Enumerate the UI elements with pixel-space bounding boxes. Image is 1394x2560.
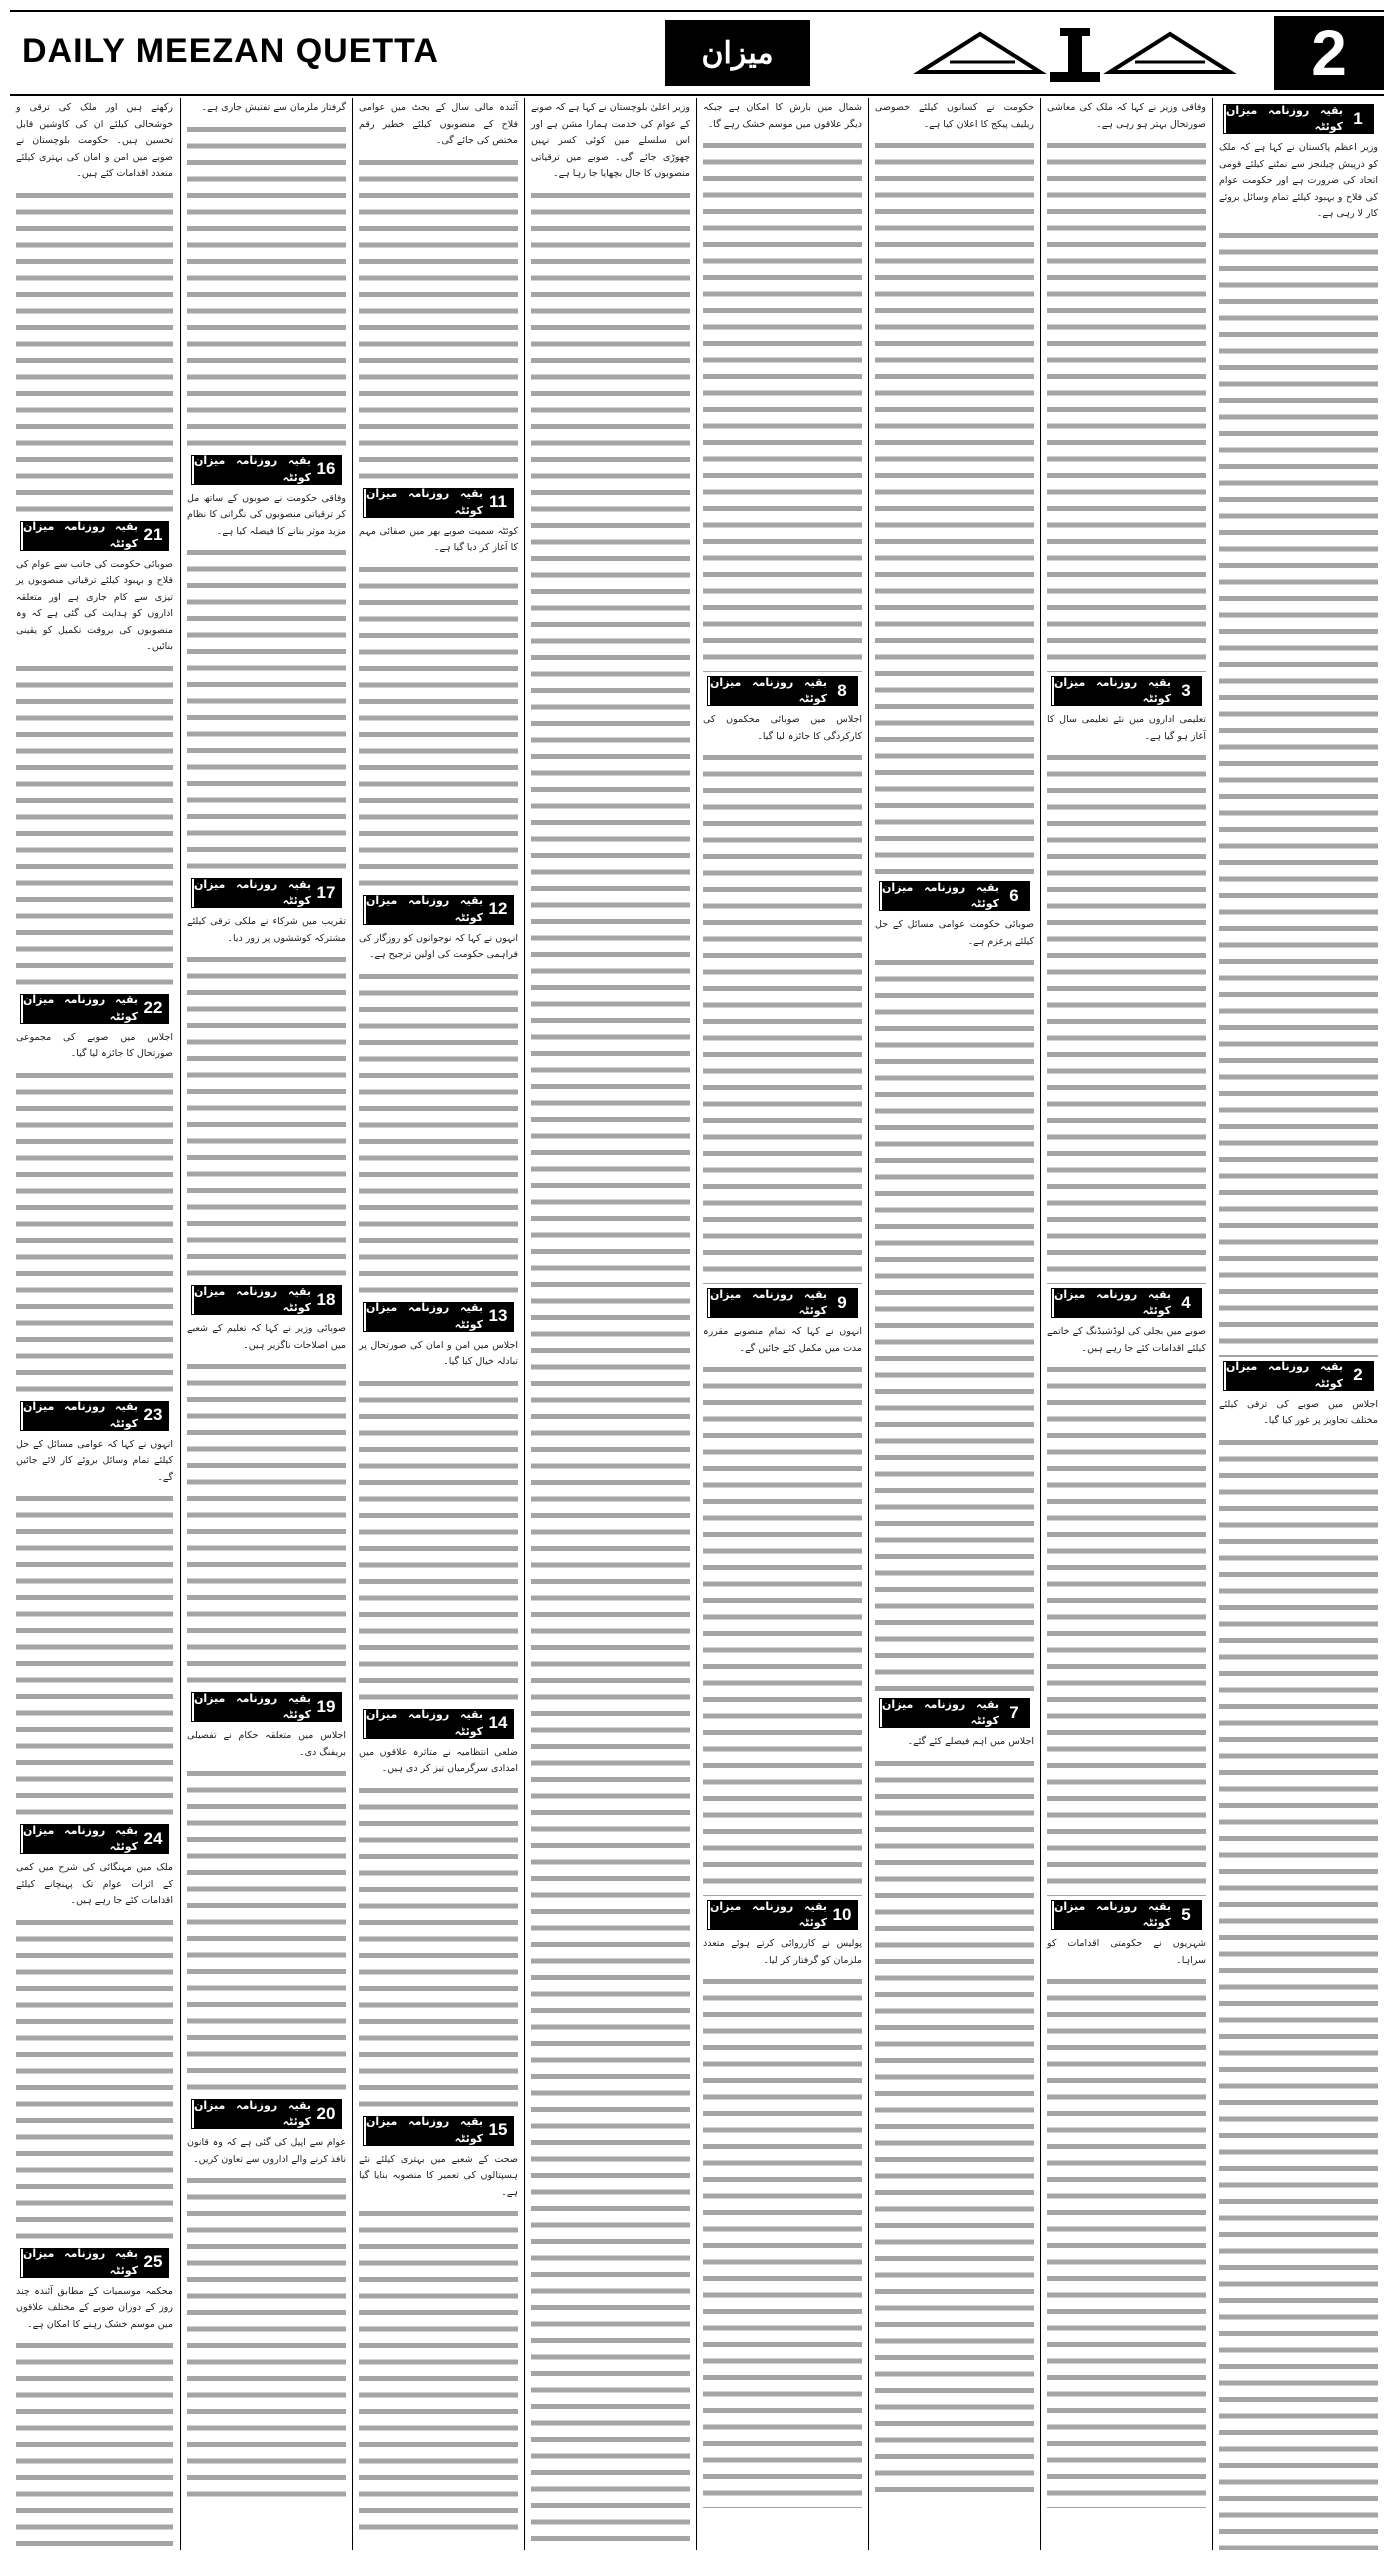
continuation-header (1051, 1288, 1202, 1318)
continuation-label: بقیہ روزنامہ میزان کوئٹہ (1054, 675, 1171, 705)
continuation-label: بقیہ روزنامہ میزان کوئٹہ (194, 1691, 311, 1721)
article-text: انہوں نے کہا کہ تمام منصوبے مقررہ مدت میں مکمل کئے جائیں گے۔ (703, 1326, 862, 1354)
continuation-label: بقیہ روزنامہ میزان کوئٹہ (710, 1287, 827, 1317)
article-text: صوبائی حکومت کی جانب سے عوام کی فلاح و بہبود کیلئے ترقیاتی منصوبوں پر تیزی سے کام جاری ہے اور متعلقہ اداروں کو ہدایت کی گئی ہے کہ وہ منصوبوں کی بروقت تکمیل کو یقینی بنائیں۔ (16, 558, 173, 652)
continuation-label: بقیہ روزنامہ میزان کوئٹہ (23, 2247, 138, 2277)
continuation-header (1223, 104, 1374, 134)
article-body-lines (875, 954, 1034, 1694)
article-text: اجلاس میں صوبے کی مجموعی صورتحال کا جائزہ لیا گیا۔ (16, 1031, 173, 1059)
continuation-label: بقیہ روزنامہ میزان کوئٹہ (882, 880, 999, 910)
continuation-header (20, 1401, 169, 1431)
continuation-number: 22 (138, 995, 168, 1023)
continuation-label: بقیہ روزنامہ میزان کوئٹہ (366, 487, 483, 517)
continuation-header (1223, 1361, 1374, 1391)
scales-of-justice-icon (910, 22, 1240, 88)
article-text: ضلعی انتظامیہ نے متاثرہ علاقوں میں امدادی سرگرمیاں تیز کر دی ہیں۔ (359, 1746, 518, 1774)
page-number: 2 (1274, 16, 1384, 90)
article-body-lines (531, 187, 690, 2551)
news-column (352, 98, 524, 2550)
continuation-header (191, 1692, 342, 1722)
news-column (696, 98, 868, 2550)
continuation-header (707, 1288, 858, 1318)
continuation-number: 11 (483, 489, 513, 517)
article-body-lines (359, 1782, 518, 2112)
article-body-lines (359, 561, 518, 891)
article-text: محکمہ موسمیات کے مطابق آئندہ چند روز کے دوران صوبے کے مختلف علاقوں میں موسم خشک رہنے کا امکان ہے۔ (16, 2285, 173, 2330)
news-column (180, 98, 352, 2550)
continuation-number: 24 (138, 1825, 168, 1853)
continuation-number: 20 (311, 2100, 341, 2128)
continuation-label: بقیہ روزنامہ میزان کوئٹہ (366, 894, 483, 924)
continuation-number: 8 (827, 677, 857, 705)
article-body-lines (875, 137, 1034, 877)
continuation-header (707, 676, 858, 706)
continuation-header (879, 1698, 1030, 1728)
continuation-header (363, 1302, 514, 1332)
article-body-lines (16, 1914, 173, 2244)
article-text: پولیس نے کارروائی کرتے ہوئے متعدد ملزمان کو گرفتار کر لیا۔ (703, 1938, 862, 1966)
continuation-label: بقیہ روزنامہ میزان کوئٹہ (366, 2115, 483, 2145)
continuation-number: 4 (1171, 1289, 1201, 1317)
article-body-lines (1219, 227, 1378, 1357)
continuation-header (20, 521, 169, 551)
continuation-number: 13 (483, 1303, 513, 1331)
article-text: وزیر اعظم پاکستان نے کہا ہے کہ ملک کو درپیش چیلنجز سے نمٹنے کیلئے قومی اتحاد کی ضرورت ہے اور حکومت عوام کی فلاح و بہبود کیلئے تمام وسائل بروئے کار لا رہی ہے۔ (1219, 142, 1378, 219)
article-text: شہریوں نے حکومتی اقدامات کو سراہا۔ (1047, 1938, 1206, 1966)
article-body-lines (187, 1765, 346, 2095)
article-body-lines (187, 544, 346, 874)
news-column (10, 98, 179, 2550)
article-text: آئندہ مالی سال کے بجٹ میں عوامی فلاح کے منصوبوں کیلئے خطیر رقم مختص کی جائے گی۔ (359, 102, 518, 146)
article-body-lines (359, 968, 518, 1298)
continuation-number: 9 (827, 1289, 857, 1317)
article-body-lines (1047, 1973, 1206, 2508)
continuation-header (363, 488, 514, 518)
article-text: تقریب میں شرکاء نے ملکی ترقی کیلئے مشترکہ کوششوں پر زور دیا۔ (187, 916, 346, 944)
newspaper-page (10, 10, 1384, 2550)
article-text: رکھتے ہیں اور ملک کی ترقی و خوشحالی کیلئے ان کی کاوشیں قابل تحسین ہیں۔ حکومت بلوچستان نے صوبے میں امن و امان کی بہتری کیلئے متعدد اقدامات کئے ہیں۔ (16, 102, 173, 179)
continuation-label: بقیہ روزنامہ میزان کوئٹہ (23, 993, 138, 1023)
article-text: اجلاس میں اہم فیصلے کئے گئے۔ (907, 1736, 1034, 1747)
continuation-header (1051, 1900, 1202, 1930)
article-body-lines (1219, 1434, 1378, 2551)
continuation-label: بقیہ روزنامہ میزان کوئٹہ (366, 1708, 483, 1738)
continuation-label: بقیہ روزنامہ میزان کوئٹہ (710, 675, 827, 705)
continuation-header (20, 2248, 169, 2278)
continuation-label: بقیہ روزنامہ میزان کوئٹہ (194, 454, 311, 484)
continuation-header (363, 2116, 514, 2146)
continuation-label: بقیہ روزنامہ میزان کوئٹہ (23, 520, 138, 550)
article-text: حکومت نے کسانوں کیلئے خصوصی ریلیف پیکج کا اعلان کیا ہے۔ (875, 102, 1034, 130)
article-body-lines (1047, 1361, 1206, 1896)
article-body-lines (703, 137, 862, 672)
article-body-lines (875, 1755, 1034, 2495)
continuation-header (879, 881, 1030, 911)
news-column (524, 98, 696, 2550)
article-body-lines (359, 154, 518, 484)
article-text: گرفتار ملزمان سے تفتیش جاری ہے۔ (201, 102, 346, 113)
continuation-header (363, 895, 514, 925)
article-text: انہوں نے کہا کہ عوامی مسائل کے حل کیلئے تمام وسائل بروئے کار لائے جائیں گے۔ (16, 1438, 173, 1483)
continuation-label: بقیہ روزنامہ میزان کوئٹہ (23, 1400, 138, 1430)
continuation-number: 6 (999, 882, 1029, 910)
article-text: شمال میں بارش کا امکان ہے جبکہ دیگر علاقوں میں موسم خشک رہے گا۔ (703, 102, 862, 130)
continuation-number: 23 (138, 1402, 168, 1430)
continuation-label: بقیہ روزنامہ میزان کوئٹہ (1054, 1899, 1171, 1929)
article-text: صوبے میں بجلی کی لوڈشیڈنگ کے خاتمے کیلئے اقدامات کئے جا رہے ہیں۔ (1047, 1326, 1206, 1354)
continuation-label: بقیہ روزنامہ میزان کوئٹہ (1226, 103, 1343, 133)
article-text: اجلاس میں متعلقہ حکام نے تفصیلی بریفنگ دی۔ (187, 1730, 346, 1758)
news-column (1212, 98, 1384, 2550)
continuation-number: 12 (483, 896, 513, 924)
continuation-label: بقیہ روزنامہ میزان کوئٹہ (366, 1301, 483, 1331)
continuation-number: 7 (999, 1699, 1029, 1727)
article-text: وزیر اعلیٰ بلوچستان نے کہا ہے کہ صوبے کے عوام کی خدمت ہمارا مشن ہے اور اس سلسلے میں کوئی کسر نہیں چھوڑی جائے گی۔ صوبے میں ترقیاتی منصوبوں کا جال بچھایا جا رہا ہے۔ (531, 102, 690, 179)
article-body-lines (16, 1067, 173, 1397)
article-text: وفاقی وزیر نے کہا کہ ملک کی معاشی صورتحال بہتر ہو رہی ہے۔ (1047, 102, 1206, 130)
continuation-number: 21 (138, 522, 168, 550)
article-text: وفاقی حکومت نے صوبوں کے ساتھ مل کر ترقیاتی منصوبوں کی نگرانی کا نظام مزید موثر بنانے کا فیصلہ کیا ہے۔ (187, 492, 346, 537)
article-text: صوبائی حکومت عوامی مسائل کے حل کیلئے پرعزم ہے۔ (875, 919, 1034, 947)
continuation-header (191, 1285, 342, 1315)
continuation-header (363, 1709, 514, 1739)
continuation-label: بقیہ روزنامہ میزان کوئٹہ (1054, 1287, 1171, 1317)
continuation-label: بقیہ روزنامہ میزان کوئٹہ (882, 1697, 999, 1727)
article-text: صوبائی وزیر نے کہا کہ تعلیم کے شعبے میں اصلاحات ناگزیر ہیں۔ (187, 1323, 346, 1351)
article-body-lines (187, 2172, 346, 2502)
continuation-number: 2 (1343, 1362, 1373, 1390)
article-text: کوئٹہ سمیت صوبے بھر میں صفائی مہم کا آغاز کر دیا گیا ہے۔ (359, 525, 518, 553)
continuation-label: بقیہ روزنامہ میزان کوئٹہ (194, 2098, 311, 2128)
continuation-number: 25 (138, 2249, 168, 2277)
continuation-label: بقیہ روزنامہ میزان کوئٹہ (1226, 1360, 1343, 1390)
continuation-number: 17 (311, 879, 341, 907)
article-body-lines (1047, 137, 1206, 672)
continuation-label: بقیہ روزنامہ میزان کوئٹہ (23, 1823, 138, 1853)
article-body-lines (703, 1973, 862, 2508)
continuation-header (20, 994, 169, 1024)
continuation-number: 1 (1343, 105, 1373, 133)
article-columns (10, 98, 1384, 2550)
article-text: اجلاس میں صوبائی محکموں کی کارکردگی کا جائزہ لیا گیا۔ (703, 714, 862, 742)
continuation-number: 10 (827, 1901, 857, 1929)
article-body-lines (703, 1361, 862, 1896)
article-body-lines (187, 1358, 346, 1688)
article-body-lines (16, 1490, 173, 1820)
masthead (10, 10, 1384, 96)
article-text: عوام سے اپیل کی گئی ہے کہ وہ قانون نافذ کرنے والے اداروں سے تعاون کریں۔ (187, 2137, 346, 2165)
article-text: انہوں نے کہا کہ نوجوانوں کو روزگار کی فراہمی حکومت کی اولین ترجیح ہے۔ (359, 932, 518, 960)
article-body-lines (16, 187, 173, 517)
continuation-header (191, 878, 342, 908)
continuation-number: 19 (311, 1693, 341, 1721)
article-text: صحت کے شعبے میں بہتری کیلئے نئے ہسپتالوں کی تعمیر کا منصوبہ بنایا گیا ہے۔ (359, 2153, 518, 2198)
news-column (1040, 98, 1212, 2550)
news-column (868, 98, 1040, 2550)
article-body-lines (16, 2337, 173, 2550)
continuation-header (191, 2099, 342, 2129)
article-text: اجلاس میں امن و امان کی صورتحال پر تبادلہ خیال کیا گیا۔ (359, 1339, 518, 1367)
continuation-label: بقیہ روزنامہ میزان کوئٹہ (194, 1284, 311, 1314)
article-body-lines (359, 1375, 518, 1705)
continuation-label: بقیہ روزنامہ میزان کوئٹہ (194, 877, 311, 907)
article-text: ملک میں مہنگائی کی شرح میں کمی کے اثرات عوام تک پہنچانے کیلئے اقدامات کئے جا رہے ہیں۔ (16, 1862, 173, 1906)
article-body-lines (1047, 749, 1206, 1284)
continuation-number: 3 (1171, 677, 1201, 705)
article-body-lines (359, 2205, 518, 2535)
article-body-lines (16, 660, 173, 990)
newspaper-logo: میزان (665, 20, 810, 86)
continuation-header (707, 1900, 858, 1930)
continuation-header (20, 1824, 169, 1854)
continuation-header (191, 455, 342, 485)
masthead-title: DAILY MEEZAN QUETTA (22, 32, 439, 70)
article-body-lines (187, 121, 346, 451)
continuation-header (1051, 676, 1202, 706)
continuation-number: 18 (311, 1286, 341, 1314)
article-body-lines (703, 749, 862, 1284)
continuation-label: بقیہ روزنامہ میزان کوئٹہ (710, 1899, 827, 1929)
continuation-number: 15 (483, 2117, 513, 2145)
continuation-number: 14 (483, 1710, 513, 1738)
article-text: اجلاس میں صوبے کی ترقی کیلئے مختلف تجاویز پر غور کیا گیا۔ (1219, 1398, 1378, 1426)
article-text: تعلیمی اداروں میں نئے تعلیمی سال کا آغاز ہو گیا ہے۔ (1047, 714, 1206, 742)
article-body-lines (187, 951, 346, 1281)
continuation-number: 16 (311, 456, 341, 484)
continuation-number: 5 (1171, 1901, 1201, 1929)
